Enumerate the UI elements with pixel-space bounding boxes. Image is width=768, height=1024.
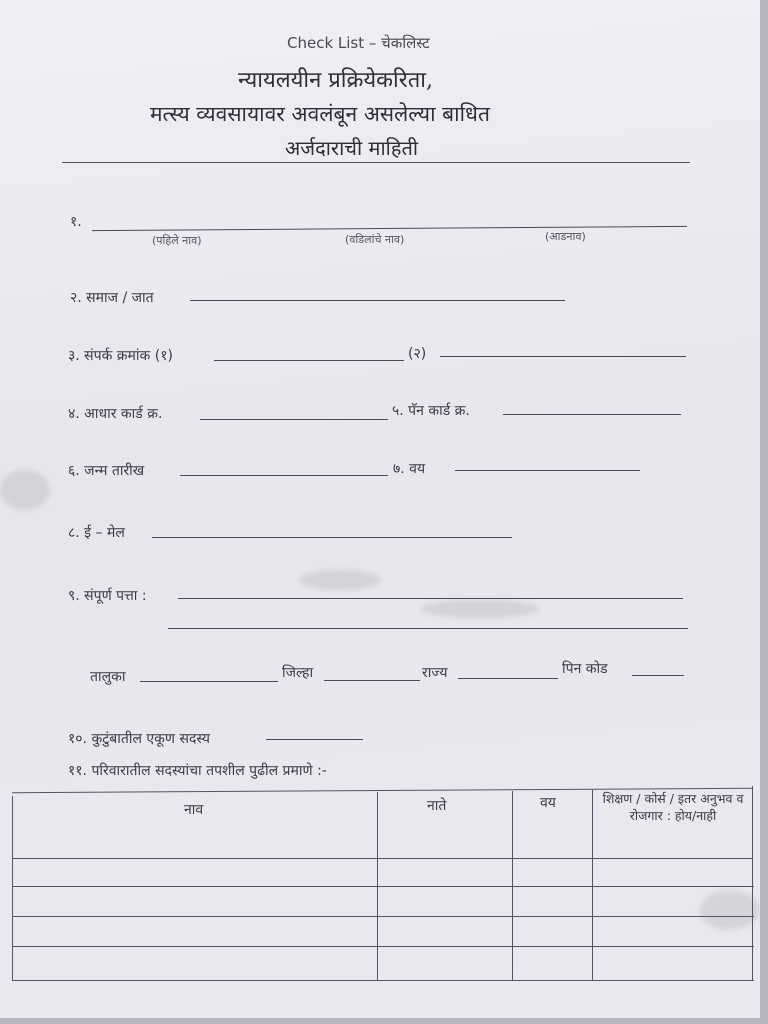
age-line[interactable]: [455, 470, 640, 471]
table-header-name: नाव: [184, 802, 204, 818]
state-line[interactable]: [458, 678, 558, 679]
surname-hint: (आडनाव): [545, 230, 586, 243]
caste-label: २. समाज / जात: [70, 290, 154, 306]
address-line-1[interactable]: [178, 598, 683, 599]
name-line[interactable]: [92, 226, 687, 231]
table-col-border: [12, 796, 13, 980]
table-header-bottom: [12, 858, 752, 859]
address-line-2[interactable]: [168, 628, 688, 629]
father-name-hint: (वडिलांचे नाव): [345, 233, 405, 246]
contact-1-line[interactable]: [214, 360, 404, 361]
email-label: ८. ई – मेल: [68, 525, 125, 541]
aadhaar-line[interactable]: [200, 419, 388, 420]
smudge: [420, 600, 540, 618]
table-row-line: [12, 886, 754, 887]
checklist-label: Check List – चेकलिस्ट: [287, 34, 430, 52]
table-header-age: वय: [540, 795, 556, 811]
pincode-label: पिन कोड: [562, 661, 608, 677]
family-count-line[interactable]: [266, 739, 363, 740]
table-header-relation: नाते: [427, 798, 447, 814]
contact-2-label: (२): [408, 346, 427, 362]
caste-line[interactable]: [190, 300, 565, 301]
state-label: राज्य: [422, 665, 448, 681]
title-line-2: मत्स्य व्यवसायावर अवलंबून असलेल्या बाधित: [150, 102, 490, 126]
smudge: [700, 890, 760, 930]
district-label: जिल्हा: [282, 665, 314, 681]
pincode-line[interactable]: [632, 675, 684, 676]
district-line[interactable]: [324, 680, 420, 681]
title-line-3: अर्जदाराची माहिती: [285, 136, 419, 160]
smudge: [0, 470, 50, 510]
address-label: ९. संपूर्ण पत्ता :: [68, 588, 147, 604]
field-1-number: १.: [70, 214, 82, 230]
contact-2-line[interactable]: [440, 356, 686, 357]
smudge: [300, 570, 380, 590]
family-details-label: ११. परिवारातील सदस्यांचा तपशील पुढील प्रमाणे :-: [68, 763, 327, 779]
age-label: ७. वय: [393, 461, 426, 477]
table-col-border: [752, 786, 753, 980]
table-col-border: [592, 790, 593, 980]
taluka-line[interactable]: [140, 681, 278, 682]
pan-line[interactable]: [503, 414, 681, 415]
dob-line[interactable]: [180, 475, 388, 476]
email-line[interactable]: [152, 537, 512, 538]
table-bottom-border: [12, 980, 754, 981]
header-divider: [62, 162, 690, 163]
taluka-label: तालुका: [90, 669, 126, 685]
contact-1-label: ३. संपर्क क्रमांक (१): [68, 348, 173, 364]
family-count-label: १०. कुटुंबातील एकूण सदस्य: [68, 731, 210, 747]
table-row-line: [12, 916, 754, 917]
pan-label: ५. पॅन कार्ड क्र.: [392, 403, 470, 419]
aadhaar-label: ४. आधार कार्ड क्र.: [68, 406, 163, 422]
table-row-line: [12, 946, 754, 947]
dob-label: ६. जन्म तारीख: [68, 463, 145, 479]
first-name-hint: (पहिले नाव): [152, 234, 202, 247]
table-col-border: [512, 791, 513, 980]
table-header-education: शिक्षण / कोर्स / इतर अनुभव व रोजगार : होय/नाही: [602, 791, 744, 823]
table-col-border: [377, 792, 378, 980]
title-line-1: न्यायलयीन प्रक्रियेकरिता,: [238, 68, 433, 93]
